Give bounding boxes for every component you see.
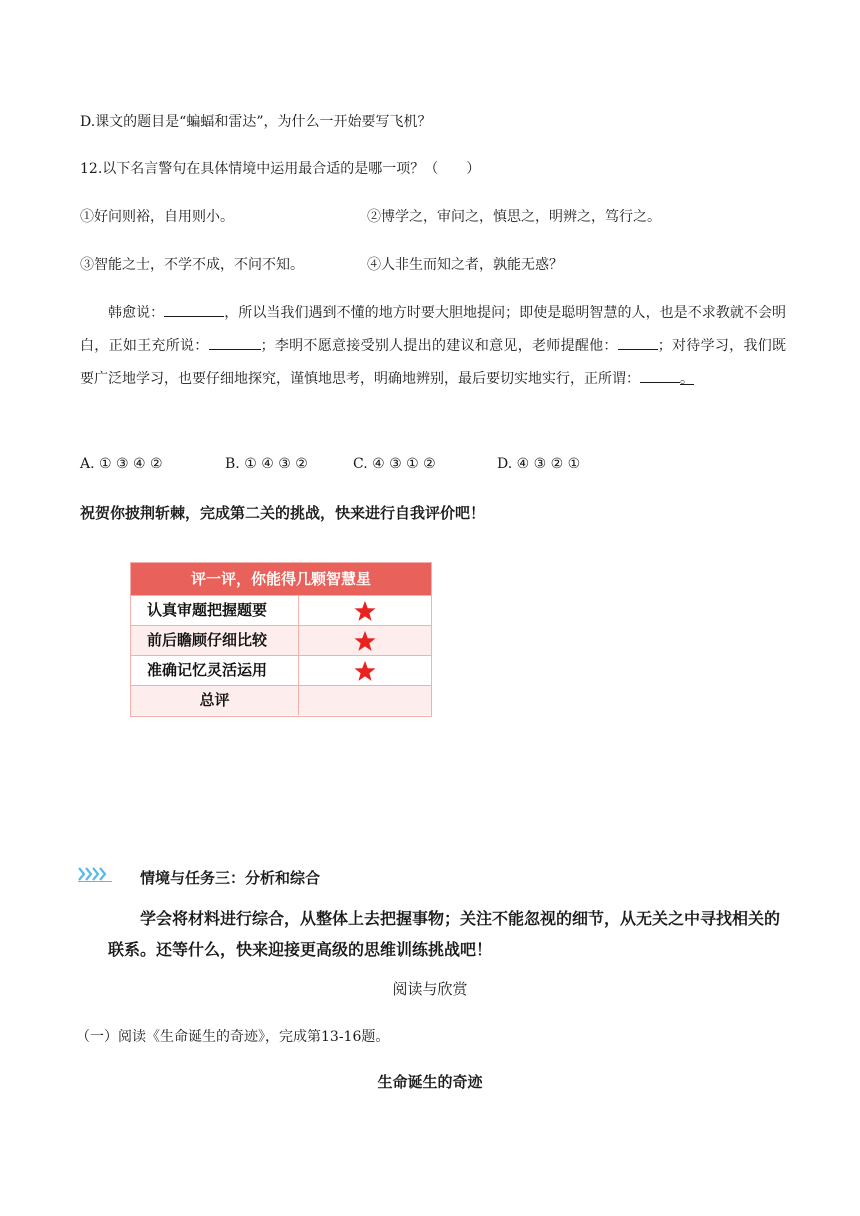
question-12-paragraph: [80, 297, 786, 396]
question-d: D.课文的题目是“蝙蝠和雷达”，为什么一开始要写飞机？: [80, 114, 432, 130]
quote-4: ④人非生而知之者，孰能无惑？: [367, 257, 563, 273]
para-part-4: ；对待学习，我们既要广泛地学习，也要仔细地探究，谨慎地思考，明确地辨别，最后要切实地实行，正所谓：: [80, 338, 787, 387]
blank-1: [164, 302, 224, 317]
star-icon: [354, 660, 376, 682]
star-icon: [354, 630, 376, 652]
option-d: D. ④ ③ ② ①: [497, 456, 581, 472]
congrats-text: 祝贺你披荆斩棘，完成第二关的挑战，快来进行自我评价吧！: [80, 504, 486, 522]
eval-row-label: 认真审题把握题要: [131, 596, 299, 625]
reading-instruction: （一）阅读《生命诞生的奇迹》，完成第13-16题。: [76, 1029, 390, 1045]
eval-table-header: 评一评，你能得几颗智慧星: [131, 563, 431, 595]
eval-row: [131, 655, 431, 685]
option-c: C. ④ ③ ① ②: [353, 456, 436, 472]
blank-2: [209, 335, 261, 350]
question-12-stem: 12.以下名言警句在具体情境中运用最合适的是哪一项？（ ）: [80, 161, 481, 177]
eval-row-stars: [299, 686, 431, 715]
para-end: 。: [680, 371, 694, 387]
eval-row-stars: [299, 626, 431, 655]
blank-4: [640, 368, 680, 383]
blank-3: [618, 335, 658, 350]
eval-row: [131, 595, 431, 625]
para-part-2: ，所以当我们遇到不懂的地方时要大胆地提问；即使是聪明智慧的人，也是不求教就不会明白，正如王充所说：: [80, 305, 787, 354]
reading-section-title: 阅读与欣赏: [392, 980, 468, 998]
self-evaluation-table: [130, 562, 432, 717]
eval-row-label: 准确记忆灵活运用: [131, 656, 299, 685]
chevrons-icon: [78, 866, 112, 886]
eval-row-label: 前后瞻顾仔细比较: [131, 626, 299, 655]
para-part-1: 韩愈说：: [108, 305, 165, 321]
option-b: B. ① ④ ③ ②: [225, 456, 308, 472]
eval-row-stars: [299, 596, 431, 625]
option-a: A. ① ③ ④ ②: [80, 456, 163, 472]
task-3-title: 情境与任务三：分析和综合: [140, 869, 321, 887]
star-icon: [354, 600, 376, 622]
para-part-3: ；李明不愿意接受别人提出的建议和意见，老师提醒他：: [260, 338, 618, 354]
quote-1: ①好问则裕，自用则小。: [80, 209, 234, 225]
eval-row: [131, 685, 431, 715]
eval-row-label: 总评: [131, 686, 299, 715]
quote-3: ③智能之士，不学不成，不问不知。: [80, 257, 304, 273]
task-3-intro: 学会将材料进行综合，从整体上去把握事物；关注不能忽视的细节，从无关之中寻找相关的联系。还等什么，快来迎接更高级的思维训练挑战吧！: [108, 909, 781, 959]
eval-row: [131, 625, 431, 655]
eval-row-stars: [299, 656, 431, 685]
answer-options: [80, 454, 580, 474]
article-title: 生命诞生的奇迹: [377, 1073, 483, 1091]
quote-2: ②博学之，审问之，慎思之，明辨之，笃行之。: [367, 209, 661, 225]
